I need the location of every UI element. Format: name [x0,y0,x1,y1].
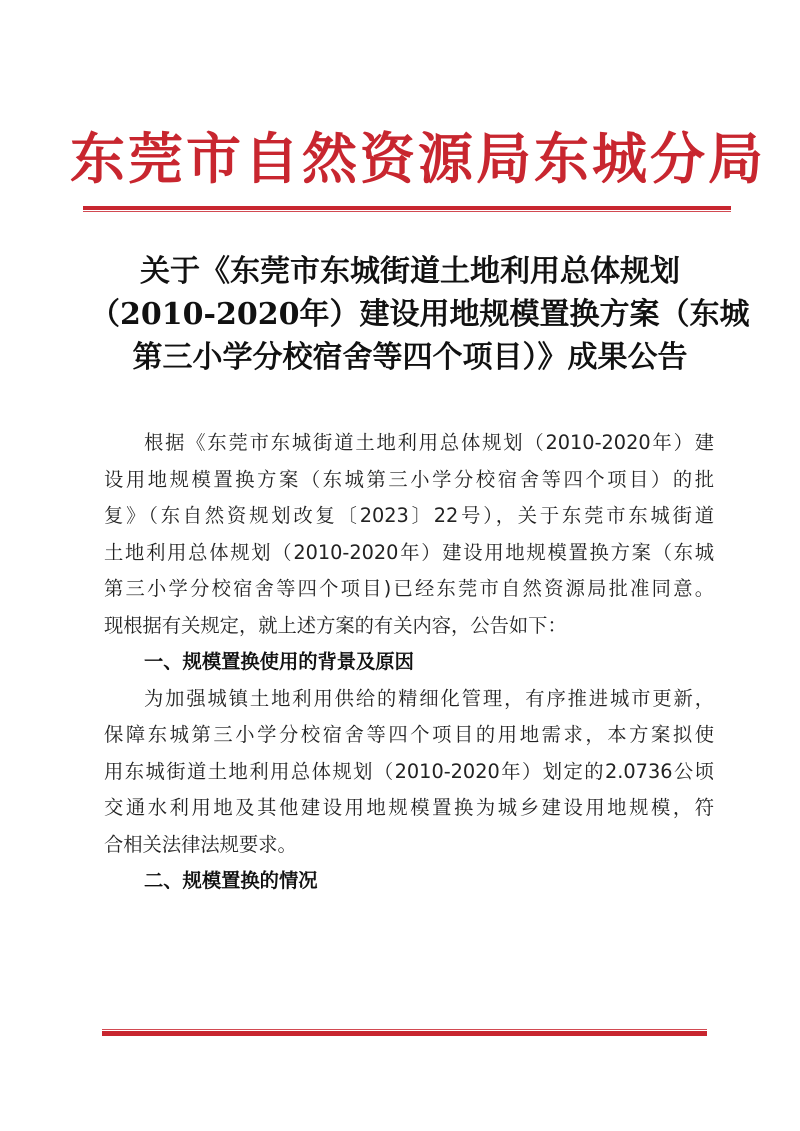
paragraph-1-line-4: 土地利用总体规划（2010-2020年）建设用地规模置换方案（东城 [104,540,714,564]
paragraph-1-line-2: 设用地规模置换方案（东城第三小学分校宿舍等四个项目）的批 [104,467,714,491]
section-1-heading: 一、规模置换使用的背景及原因 [144,650,414,673]
masthead-divider-thick [83,206,731,210]
paragraph-2-line-3: 用东城街道土地利用总体规划（2010-2020年）划定的2.0736公顷 [104,759,714,783]
title-line-1: 关于《东莞市东城街道土地利用总体规划 [140,254,680,289]
footer-divider-thick [102,1031,707,1036]
document-body [104,425,714,900]
paragraph-1-line-1: 根据《东莞市东城街道土地利用总体规划（2010-2020年）建 [144,431,714,454]
paragraph-2-line-2: 保障东城第三小学分校宿舍等四个项目的用地需求，本方案拟使 [104,723,714,746]
masthead-divider-thin [83,211,731,212]
paragraph-2-line-5: 合相关法律法规要求。 [104,832,297,856]
paragraph-1-line-5: 第三小学分校宿舍等四个项目)已经东莞市自然资源局批准同意。 [104,577,714,600]
paragraph-2-line-1: 为加强城镇土地利用供给的精细化管理，有序推进城市更新， [144,686,714,710]
footer-divider-thin [102,1029,707,1030]
title-line-3: 第三小学分校宿舍等四个项目）》成果公告 [132,340,688,375]
issuer-masthead: 东莞市自然资源局东城分局 [70,126,767,191]
paragraph-1-line-6: 现根据有关规定，就上述方案的有关内容，公告如下： [104,613,567,637]
paragraph-1-line-3: 复》（东自然资规划改复〔2023〕22号），关于东莞市东城街道 [104,504,714,527]
section-2-heading: 二、规模置换的情况 [144,869,318,892]
paragraph-2-line-4: 交通水利用地及其他建设用地规模置换为城乡建设用地规模，符 [104,796,714,819]
title-line-2: （2010-2020年）建设用地规模置换方案（东城 [90,297,750,332]
document-title [90,250,750,379]
